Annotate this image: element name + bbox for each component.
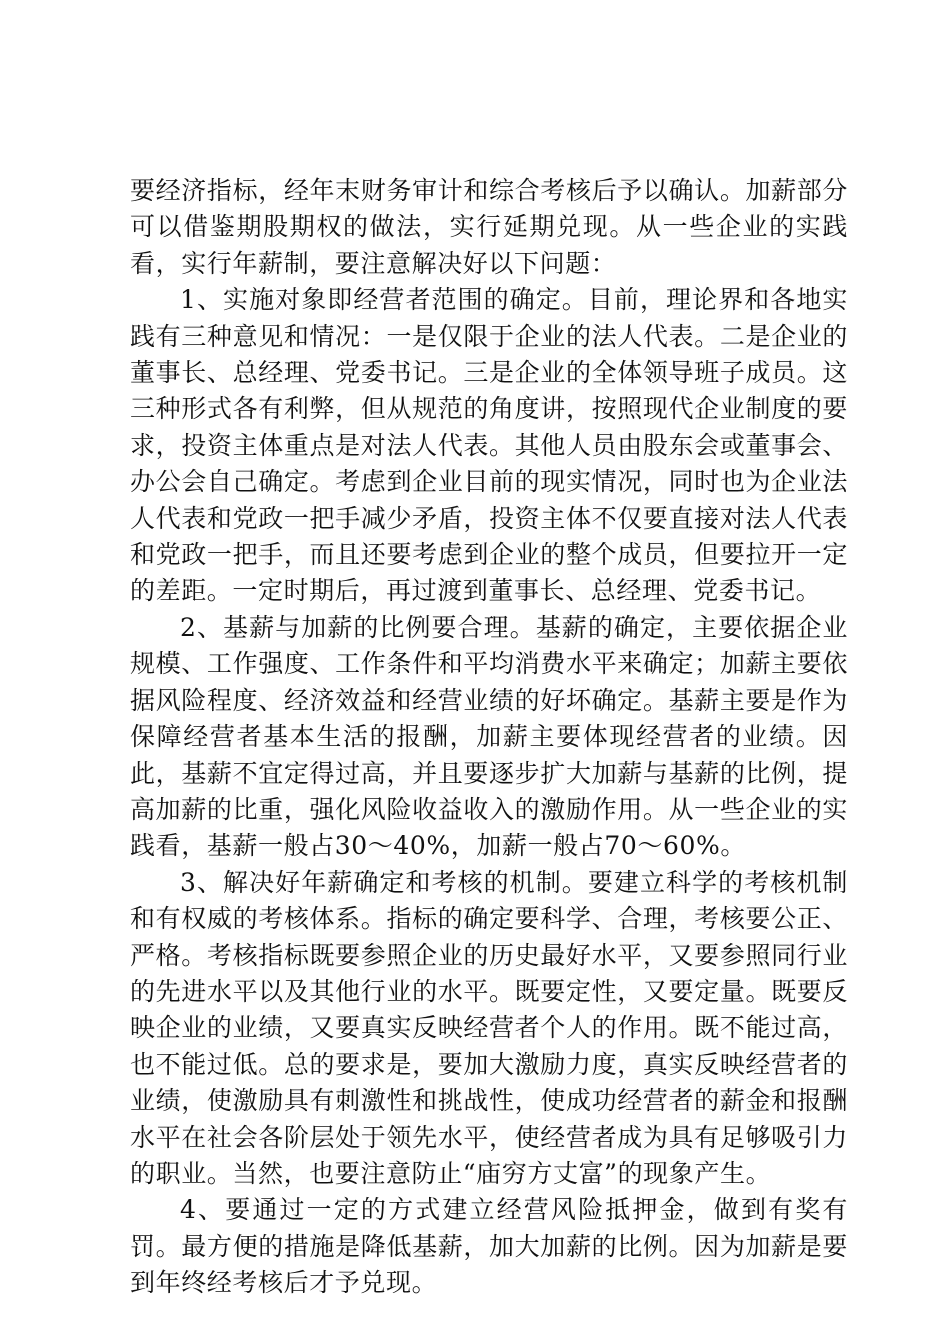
document-body xyxy=(130,173,848,1302)
paragraph-continuation: 要经济指标，经年末财务审计和综合考核后予以确认。加薪部分可以借鉴期股期权的做法，实行延期兑现。从一些企业的实践看，实行年薪制，要注意解决好以下问题： xyxy=(130,176,848,278)
paragraph-item-3: 3、解决好年薪确定和考核的机制。要建立科学的考核机制和有权威的考核体系。指标的确定要科学、合理，考核要公正、严格。考核指标既要参照企业的历史最好水平，又要参照同行业的先进水平以及其他行业的水平。既要定性，又要定量。既要反映企业的业绩，又要真实反映经营者个人的作用。既不能过高，也不能过低。总的要求是，要加大激励力度，真实反映经营者的业绩，使激励具有刺激性和挑战性，使成功经营者的薪金和报酬水平在社会各阶层处于领先水平，使经营者成为具有足够吸引力的职业。当然，也要注意防止“庙穷方丈富”的现象产生。 xyxy=(130,867,848,1188)
paragraph-item-1: 1、实施对象即经营者范围的确定。目前，理论界和各地实践有三种意见和情况：一是仅限于企业的法人代表。二是企业的董事长、总经理、党委书记。三是企业的全体领导班子成员。这三种形式各有利弊，但从规范的角度讲，按照现代企业制度的要求，投资主体重点是对法人代表。其他人员由股东会或董事会、办公会自己确定。考虑到企业目前的现实情况，同时也为企业法人代表和党政一把手减少矛盾，投资主体不仅要直接对法人代表和党政一把手，而且还要考虑到企业的整个成员，但要拉开一定的差距。一定时期后，再过渡到董事长、总经理、党委书记。 xyxy=(130,285,848,606)
paragraph-item-2: 2、基薪与加薪的比例要合理。基薪的确定，主要依据企业规模、工作强度、工作条件和平均消费水平来确定；加薪主要依据风险程度、经济效益和经营业绩的好坏确定。基薪主要是作为保障经营者基本生活的报酬，加薪主要体现经营者的业绩。因此，基薪不宜定得过高，并且要逐步扩大加薪与基薪的比例，提高加薪的比重，强化风险收益收入的激励作用。从一些企业的实践看，基薪一般占30～40%，加薪一般占70～60%。 xyxy=(130,612,848,861)
paragraph-item-4: 4、要通过一定的方式建立经营风险抵押金，做到有奖有罚。最方便的措施是降低基薪，加大加薪的比例。因为加薪是要到年终经考核后才予兑现。 xyxy=(130,1195,848,1298)
